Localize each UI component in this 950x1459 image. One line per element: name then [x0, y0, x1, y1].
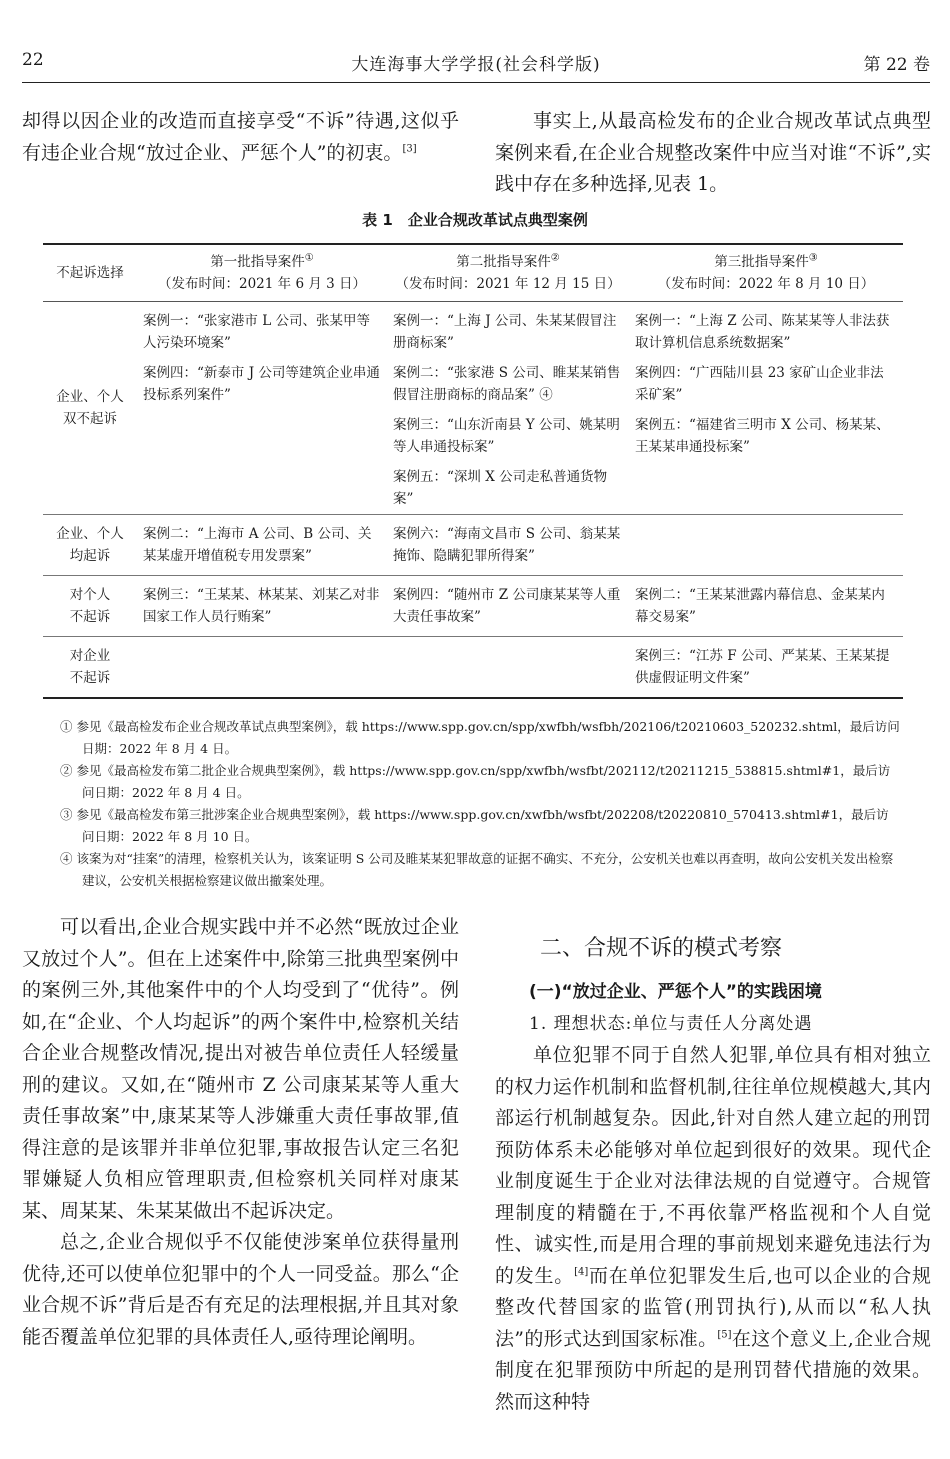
- subsubsection-heading: 1. 理想状态:单位与责任人分离处遇: [529, 1013, 813, 1034]
- table-cell: 案例一：“上海 Z 公司、陈某某等人非法获取计算机信息系统数据案”: [635, 313, 890, 351]
- table-cell: 案例四：“广西陆川县 23 家矿山企业非法采矿案”: [635, 365, 884, 403]
- top-right-paragraph: 事实上,从最高检发布的企业合规改革试点典型案例来看,在企业合规整改案件中应当对谁“不诉”,实践中存在多种选择,见表 1。: [495, 110, 931, 195]
- journal-title: 大连海事大学学报(社会科学版): [351, 55, 601, 75]
- citation-ref: [3]: [402, 143, 417, 155]
- table-row: [43, 576, 903, 637]
- lower-left-column: [22, 912, 459, 1353]
- table-header-row: [43, 244, 903, 302]
- body-paragraph-2: 总之,企业合规似乎不仅能使涉案单位获得量刑优待,还可以使单位犯罪中的个人一同受益。那么“企业合规不诉”背后是否有充足的法理根据,并且其对象能否覆盖单位犯罪的具体责任人,亟待理论阐明。: [22, 1231, 459, 1348]
- table-cell: [387, 637, 629, 699]
- body-paragraph-3: 单位犯罪不同于自然人犯罪,单位具有相对独立的权力运作机制和监督机制,往往单位规模越大,其内部运行机制越复杂。因此,针对自然人建立起的刑罚预防体系未必能够对单位起到很好的效果。现代企业制度诞生于企业对法律法规的自觉遵守。合规管理制度的精髓在于,不再依靠严格监视和个人自觉性、诚实性,而是用合理的事前规划来避免违法行为的发生。[4]而在单位犯罪发生后,也可以企业的合规整改代替国家的监管(刑罚执行),从而以“私人执法”的形式达到国家标准。[5]在这个意义上,企业合规制度在犯罪预防中所起的是刑罚替代措施的效果。然而这种特: [495, 1044, 931, 1413]
- table-row: [43, 515, 903, 576]
- top-left-column: [22, 106, 459, 169]
- lower-right-column: [495, 977, 931, 1418]
- table-cell: [629, 515, 903, 576]
- row-label-enterprise-no-prosecution: 对企业 不起诉: [43, 637, 137, 699]
- table-cell: 案例一：“张家港市 L 公司、张某甲等人污染环境案”: [143, 313, 370, 351]
- table-caption: 表 1 企业合规改革试点典型案例: [362, 211, 588, 229]
- table-cell: [137, 637, 387, 699]
- table-cell: 案例五：“深圳 X 公司走私普通货物案”: [387, 462, 629, 515]
- header-cell-choice: 不起诉选择: [43, 244, 137, 302]
- row-label-both-prosecuted: 企业、个人 均起诉: [43, 515, 137, 576]
- row-label-individual-no-prosecution: 对个人 不起诉: [43, 576, 137, 637]
- table-cell: 案例一：“上海 J 公司、朱某某假冒注册商标案”: [393, 313, 617, 351]
- citation-ref: [4]: [574, 1266, 589, 1278]
- header-rule: [22, 82, 930, 83]
- table-row: [43, 302, 903, 359]
- body-paragraph-1: 可以看出,企业合规实践中并不必然“既放过企业又放过个人”。但在上述案件中,除第三批典型案例中的案例三外,其他案件中的个人均受到了“优待”。例如,在“企业、个人均起诉”的两个案件中,检察机关结合企业合规整改情况,提出对被告单位责任人轻缓量刑的建议。又如,在“随州市 Z 公司康某某等人重大责任事故案”中,康某某等人涉嫌重大责任事故罪,值得注意的是该罪并非单位犯罪,事故报告认定三名犯罪嫌疑人负相应管理职责,但检察机关同样对康某某、周某某、朱某某做出不起诉决定。: [22, 916, 459, 1222]
- citation-ref: [5]: [717, 1329, 732, 1341]
- volume-number: 第 22 卷: [863, 55, 930, 75]
- header-cell-batch3: 第三批指导案件③ （发布时间：2022 年 8 月 10 日）: [629, 244, 903, 302]
- table-row: [43, 358, 903, 410]
- table-cell: 案例二：“张家港 S 公司、睢某某销售假冒注册商标的商品案” ④: [393, 365, 621, 403]
- footnote-2: ② 参见《最高检发布第二批企业合规典型案例》，载 https://www.spp.gov.cn/spp/xwfbh/wsfbt/202112/t20211215_538815.shtml#1，最后访问日期：2022 年 8 月 4 日。: [60, 763, 891, 800]
- table-cell: 案例三：“江苏 F 公司、严某某、王某某提供虚假证明文件案”: [629, 637, 903, 699]
- table-cell: 案例五：“福建省三明市 X 公司、杨某某、王某某串通投标案”: [635, 417, 890, 455]
- table-row: [43, 462, 903, 515]
- top-left-paragraph: 却得以因企业的改造而直接享受“不诉”待遇,这似乎有违企业合规“放过企业、严惩个人”的初衷。[3]: [22, 110, 459, 164]
- running-header: [22, 50, 930, 76]
- table-cell: 案例三：“山东沂南县 Y 公司、姚某明等人串通投标案”: [393, 417, 620, 455]
- footnote-3: ③ 参见《最高检发布第三批涉案企业合规典型案例》，载 https://www.spp.gov.cn/xwfbh/wsfbt/202208/t20220810_570413.shtml#1，最后访问日期：2022 年 8 月 10 日。: [60, 807, 889, 844]
- table-row: [43, 410, 903, 462]
- table-row: [43, 637, 903, 699]
- header-cell-batch2: 第二批指导案件② （发布时间：2021 年 12 月 15 日）: [387, 244, 629, 302]
- footnote-1: ① 参见《最高检发布企业合规改革试点典型案例》，载 https://www.spp.gov.cn/spp/xwfbh/wsfbh/202106/t20210603_520232.shtml，最后访问日期：2022 年 8 月 4 日。: [60, 719, 900, 756]
- table-cell: 案例二：“上海市 A 公司、B 公司、关某某虚开增值税专用发票案”: [137, 515, 387, 576]
- table-cell: 案例四：“随州市 Z 公司康某某等人重大责任事故案”: [387, 576, 629, 637]
- table-cell: 案例六：“海南文昌市 S 公司、翁某某掩饰、隐瞒犯罪所得案”: [387, 515, 629, 576]
- section-heading: 二、合规不诉的模式考察: [540, 936, 783, 961]
- row-label-both-no-prosecution: 企业、个人 双不起诉: [43, 302, 137, 515]
- table-cell: [137, 462, 387, 515]
- table-footnotes: [60, 716, 900, 892]
- page-number: 22: [22, 50, 44, 70]
- table-cell: 案例四：“新泰市 J 公司等建筑企业串通投标系列案件”: [143, 365, 380, 403]
- footnote-4: ④ 该案为对“挂案”的清理，检察机关认为，该案证明 S 公司及睢某某犯罪故意的证据不确实、不充分，公安机关也难以再查明，故向公安机关发出检察建议，公安机关根据检察建议做出撤案处理。: [60, 851, 894, 888]
- table-cell: [137, 410, 387, 462]
- table-cell: [629, 462, 903, 515]
- table-cell: 案例二：“王某某泄露内幕信息、金某某内幕交易案”: [629, 576, 903, 637]
- cases-table: [43, 243, 903, 699]
- header-cell-batch1: 第一批指导案件① （发布时间：2021 年 6 月 3 日）: [137, 244, 387, 302]
- table-cell: 案例三：“王某某、林某某、刘某乙对非国家工作人员行贿案”: [137, 576, 387, 637]
- subsection-heading: (一)“放过企业、严惩个人”的实践困境: [529, 982, 822, 1002]
- top-right-column: [495, 106, 931, 201]
